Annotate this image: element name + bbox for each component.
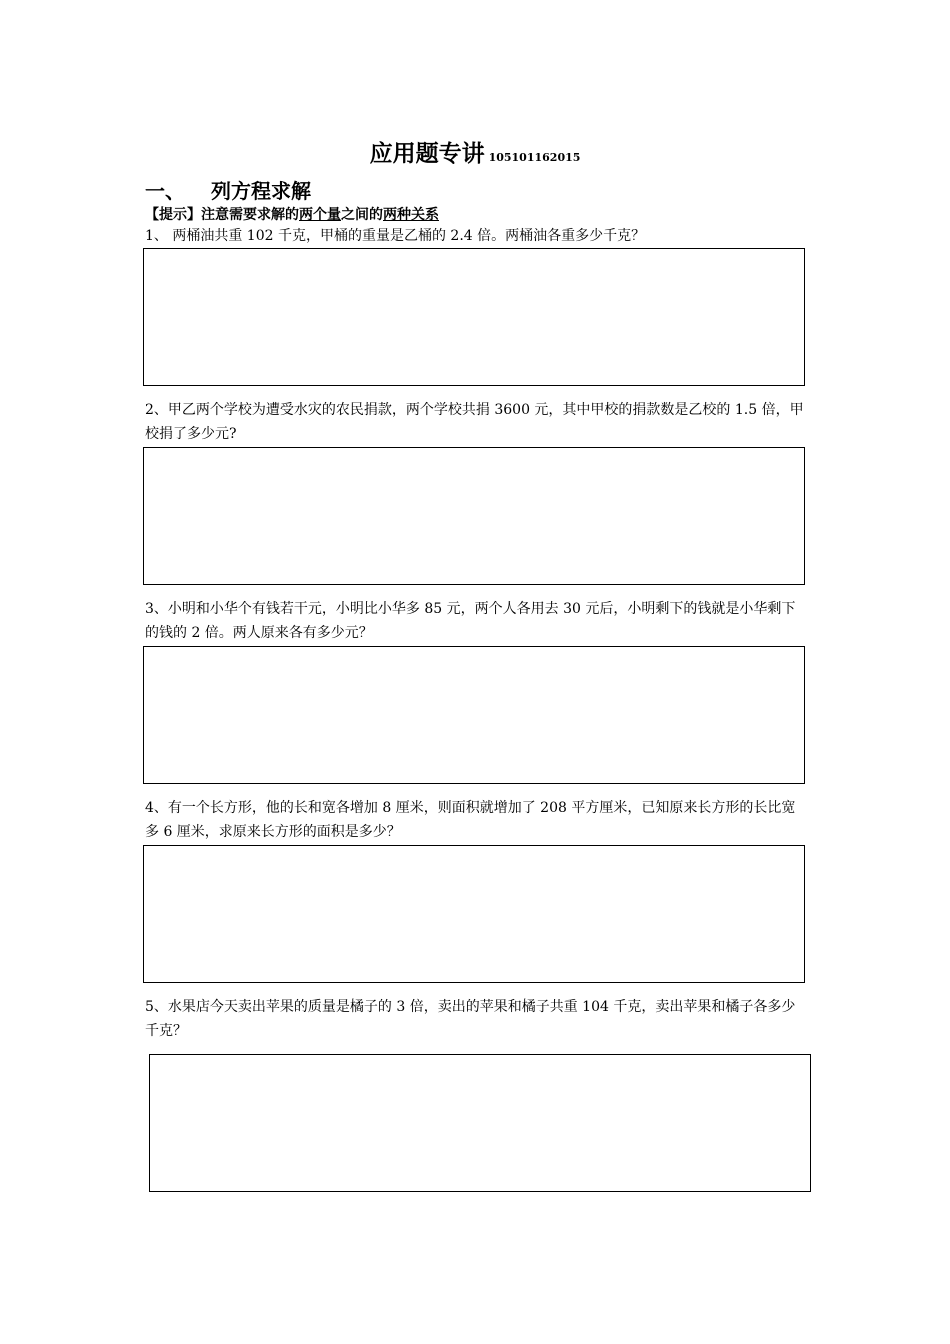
title-code: 105101162015 <box>488 151 581 164</box>
hint-line <box>145 204 439 224</box>
question-2: 2、甲乙两个学校为遭受水灾的农民捐款，两个学校共捐 3600 元，其中甲校的捐款数是乙校的 1.5 倍，甲校捐了多少元? <box>145 402 804 442</box>
answer-box-1[interactable] <box>143 248 805 386</box>
answer-box-5[interactable] <box>149 1054 811 1192</box>
answer-box-2[interactable] <box>143 447 805 585</box>
title-text: 应用题专讲 <box>369 140 485 167</box>
question-3: 3、小明和小华个有钱若干元，小明比小华多 85 元，两个人各用去 30 元后，小明剩下的钱就是小华剩下的钱的 2 倍。两人原来各有多少元？ <box>145 601 796 641</box>
hint-term-2: 两种关系 <box>383 207 439 223</box>
hint-prefix: 【提示】注意需要求解的 <box>145 207 299 223</box>
question-4: 4、有一个长方形，他的长和宽各增加 8 厘米，则面积就增加了 208 平方厘米，已知原来长方形的长比宽多 6 厘米，求原来长方形的面积是多少？ <box>145 800 796 840</box>
page-title <box>0 135 950 168</box>
section-number: 一、 <box>145 179 185 203</box>
section-title: 列方程求解 <box>211 179 311 203</box>
question-1: 1、 两桶油共重 102 千克，甲桶的重量是乙桶的 2.4 倍。两桶油各重多少千克？ <box>145 228 646 244</box>
answer-box-3[interactable] <box>143 646 805 784</box>
hint-middle: 之间的 <box>341 207 383 223</box>
hint-term-1: 两个量 <box>299 207 341 223</box>
section-heading <box>145 175 311 204</box>
question-5: 5、水果店今天卖出苹果的质量是橘子的 3 倍，卖出的苹果和橘子共重 104 千克，卖出苹果和橘子各多少千克？ <box>145 999 796 1039</box>
answer-box-4[interactable] <box>143 845 805 983</box>
